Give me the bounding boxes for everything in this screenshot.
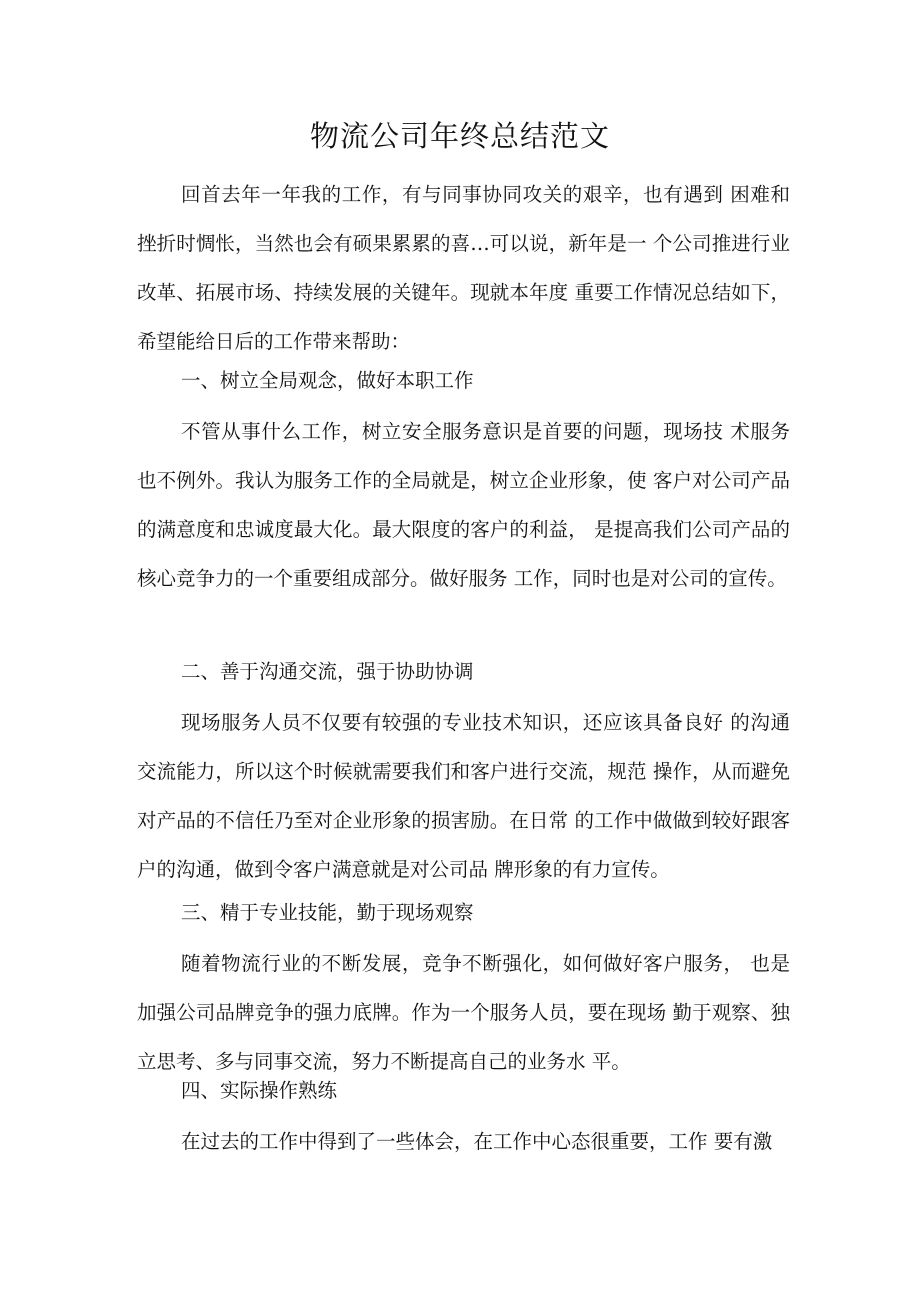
section-2-paragraph: 现场服务人员不仅要有较强的专业技术知识，还应该具备良好 的沟通交流能力，所以这个时候就需要我们和客户进行交流，规范 操作，从而避免对产品的不信任乃至对企业形象的损害励。在日常 的工作中做做到较好跟客户的沟通，做到令客户满意就是对公司品 牌形象的有力宣传。: [137, 711, 790, 881]
intro-paragraph: 回首去年一年我的工作，有与同事协同攻关的艰辛，也有遇到 困难和挫折时惆怅，当然也会有硕果累累的喜…可以说，新年是一 个公司推进行业改革、拓展市场、持续发展的关键年。现就本年度 重要工作情况总结如下，希望能给日后的工作带来帮助：: [137, 183, 790, 353]
section-1-heading: 一、树立全局观念，做好本职工作: [181, 369, 474, 392]
section-4-heading: 四、实际操作熟练: [181, 1079, 338, 1102]
section-1-paragraph: 不管从事什么工作，树立安全服务意识是首要的问题，现场技 术服务也不例外。我认为服务工作的全局就是，树立企业形象，使 客户对公司产品的满意度和忠诚度最大化。最大限度的客户的利益， 是提高我们公司产品的核心竞争力的一个重要组成部分。做好服务 工作，同时也是对公司的宣传。: [137, 420, 790, 590]
section-3-heading: 三、精于专业技能，勤于现场观察: [181, 901, 474, 924]
section-4-paragraph: 在过去的工作中得到了一些体会，在工作中心态很重要，工作 要有激: [181, 1130, 773, 1153]
document-title: 物流公司年终总结范文: [309, 119, 610, 153]
section-3-paragraph: 随着物流行业的不断发展，竞争不断强化，如何做好客户服务， 也是加强公司品牌竞争的强力底牌。作为一个服务人员，要在现场 勤于观察、独立思考、多与同事交流，努力不断提高自己的业务水 平。: [137, 952, 790, 1073]
section-2-heading: 二、善于沟通交流，强于协助协调: [181, 660, 474, 683]
